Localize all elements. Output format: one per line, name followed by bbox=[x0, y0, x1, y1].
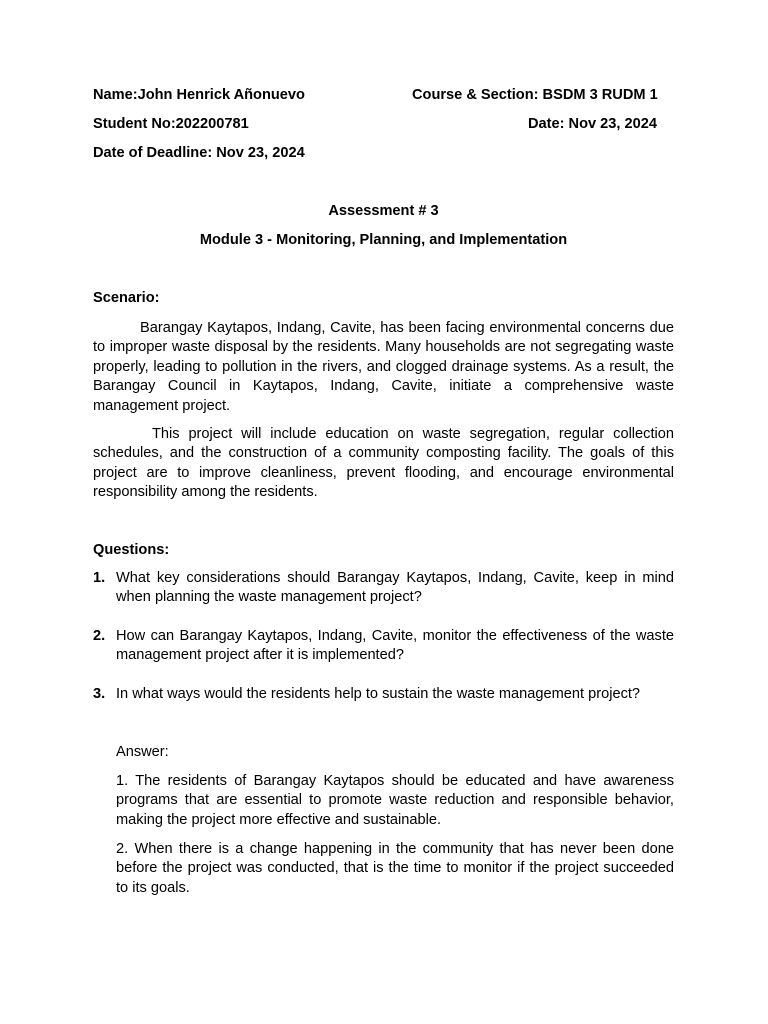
scenario-heading: Scenario: bbox=[93, 290, 160, 306]
scenario-paragraph-2 bbox=[93, 425, 674, 503]
question-item bbox=[93, 569, 674, 608]
question-number: 3. bbox=[93, 686, 106, 702]
question-text: What key considerations should Barangay Kaytapos, Indang, Cavite, keep in mind when planning the waste management project? bbox=[116, 570, 674, 606]
question-text: How can Barangay Kaytapos, Indang, Cavite, monitor the effectiveness of the waste management project after it is implemented? bbox=[116, 628, 674, 664]
scenario-text-2: This project will include education on waste segregation, regular collection schedules, and the construction of a community composting facility. The goals of this project are to improve cleanliness, prevent flooding, and encourage environmental responsibility among the residents. bbox=[93, 426, 674, 501]
scenario-paragraph-1 bbox=[93, 319, 674, 416]
answer-item-2: 2. When there is a change happening in the community that has never been done before the project was conducted, that is the time to monitor if the project succeeded to its goals. bbox=[116, 841, 674, 896]
module-title: Module 3 - Monitoring, Planning, and Implementation bbox=[199, 232, 568, 248]
answer-heading: Answer: bbox=[116, 744, 169, 760]
question-text: In what ways would the residents help to sustain the waste management project? bbox=[116, 686, 641, 702]
submission-date: Date: Nov 23, 2024 bbox=[528, 116, 657, 132]
course-section: Course & Section: BSDM 3 RUDM 1 bbox=[412, 87, 658, 103]
question-item bbox=[93, 685, 674, 704]
questions-heading: Questions: bbox=[93, 542, 170, 558]
assessment-title: Assessment # 3 bbox=[328, 203, 439, 219]
scenario-text-1: Barangay Kaytapos, Indang, Cavite, has been facing environmental concerns due to improper waste disposal by the residents. Many households are not segregating waste properly, leading to pollution in the rivers, and clogged drainage systems. As a result, the Barangay Council in Kaytapos, Indang, Cavite, initiate a comprehensive waste management project. bbox=[93, 320, 674, 414]
question-number: 2. bbox=[93, 628, 106, 644]
student-number: Student No:202200781 bbox=[93, 116, 249, 132]
question-item bbox=[93, 627, 674, 666]
deadline-date: Date of Deadline: Nov 23, 2024 bbox=[93, 145, 305, 161]
student-name: Name:John Henrick Añonuevo bbox=[93, 87, 305, 103]
answer-item-1: 1. The residents of Barangay Kaytapos should be educated and have awareness programs that are essential to promote waste reduction and responsible behavior, making the project more effective and sustainable. bbox=[116, 773, 674, 828]
question-number: 1. bbox=[93, 570, 106, 586]
